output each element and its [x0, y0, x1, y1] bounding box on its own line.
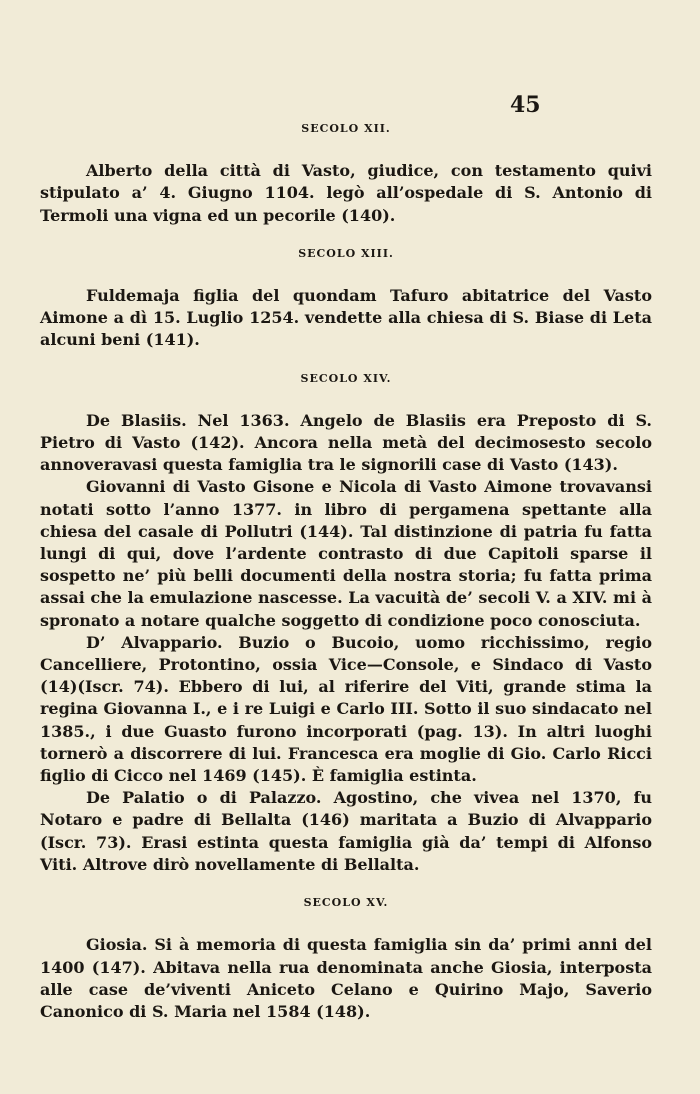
paragraph: D’ Alvappario. Buzio o Bucoio, uomo ricchissimo, regio Cancelliere, Protontino, ossia Vice—Console, e Sindaco di Vasto (14)(Iscr. 74). Ebbero di lui, al riferire del Viti, grande stima la regina Giovanna I., e i re Luigi e Carlo III. Sotto il suo sindacato nel 1385., i due Guasto furono incorporati (pag. 13). In altri luoghi tornerò a discorrere di lui. Francesca era moglie di Gio. Carlo Ricci figlio di Cicco nel 1469 (145). È famiglia estinta. — [40, 632, 652, 786]
paragraph: Giovanni di Vasto Gisone e Nicola di Vasto Aimone trovavansi notati sotto l’anno 1377. in libro di pergamena spettante alla chiesa del casale di Pollutri (144). Tal distinzione di patria fu fatta lungi di qui, dove l’ardente contrasto di due Capitoli sparse il sospetto ne’ più belli documenti della nostra storia; fu fatta prima assai che la emulazione nascesse. La vacuità de’ secoli V. a XIV. mi à spronato a notare qualche soggetto di condizione poco conosciuta. — [40, 477, 652, 630]
section-heading-xii: SECOLO XII. — [301, 122, 391, 135]
paragraph: De Blasiis. Nel 1363. Angelo de Blasiis era Preposto di S. Pietro di Vasto (142). Ancora nella metà del decimosesto secolo annoveravasi questa famiglia tra le signorili case di Vasto (143). — [40, 410, 652, 475]
paragraph: Alberto della città di Vasto, giudice, con testamento quivi stipulato a’ 4. Giugno 1104. legò all’ospedale di S. Antonio di Termoli una vigna ed un pecorile (140). — [40, 161, 652, 225]
paragraph: Giosia. Si à memoria di questa famiglia sin da’ primi anni del 1400 (147). Abitava nella rua denominata anche Giosia, interposta alle case de’viventi Aniceto Celano e Quirino Majo, Saverio Canonico di S. Maria nel 1584 (148). — [40, 935, 652, 1021]
section-heading-xiii: SECOLO XIII. — [298, 246, 394, 260]
paragraph: Fuldemaja figlia del quondam Tafuro abitatrice del Vasto Aimone a dì 15. Luglio 1254. vendette alla chiesa di S. Biase di Leta alcuni beni (141). — [40, 286, 652, 350]
page-body — [40, 100, 652, 1023]
paragraph: De Palatio o di Palazzo. Agostino, che vivea nel 1370, fu Notaro e padre di Bellalta (146) maritata a Buzio di Alvappario (Iscr. 73). Erasi estinta questa famiglia già da’ tempi di Alfonso Viti. Altrove dirò novellamente di Bellalta. — [40, 788, 652, 874]
section-heading-xv: SECOLO XV. — [303, 896, 389, 910]
section-heading-xiv: SECOLO XIV. — [300, 371, 392, 385]
page-number: 45 — [510, 92, 541, 118]
